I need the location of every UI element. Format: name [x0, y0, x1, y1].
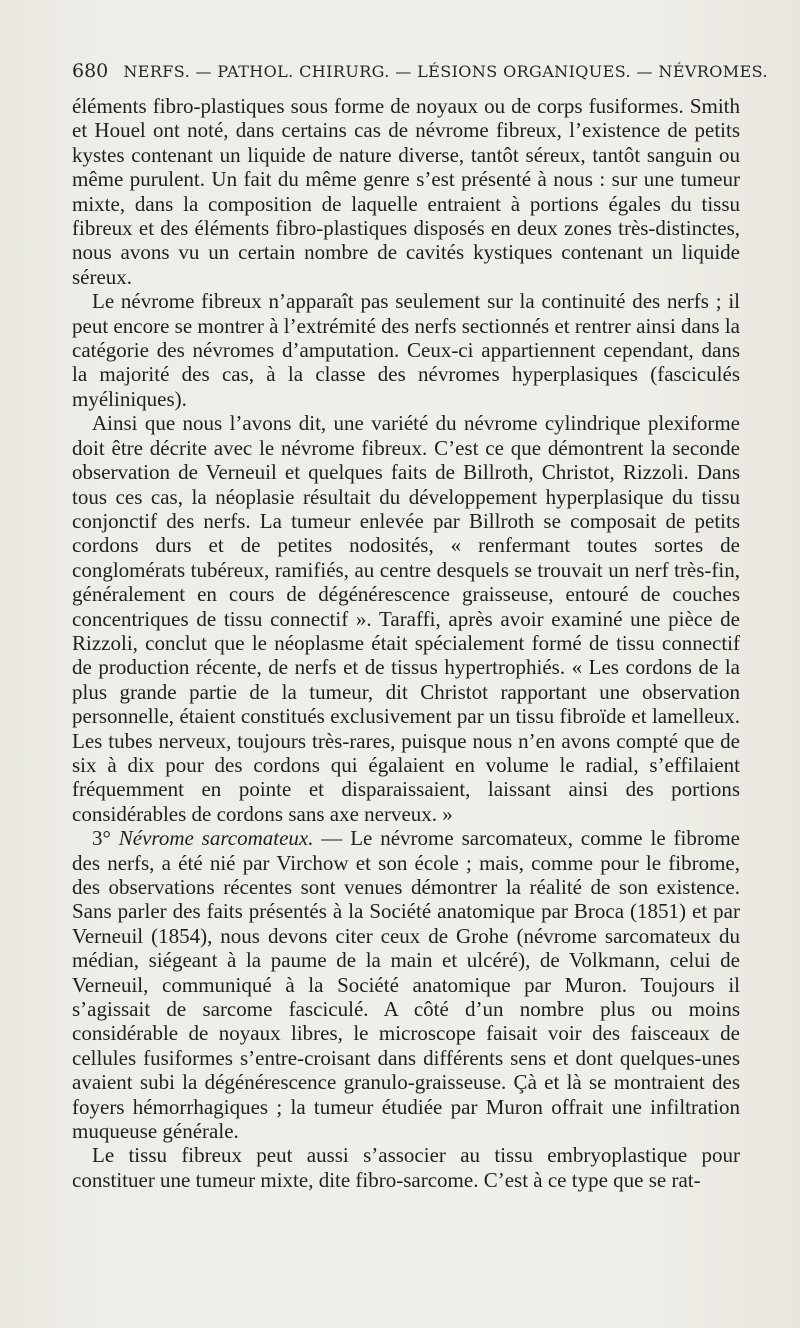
section-heading: Névrome sarcomateux. [118, 826, 314, 851]
paragraph-fibro-sarcoma: Le tissu fibreux peut aussi s’associer au tissu embryoplastique pour constituer une tumeur mixte, dite fibro-sarcome. C’est à ce type que se rat- [72, 1143, 740, 1192]
section-body: — Le névrome sarcomateux, comme le fibrome des nerfs, a été nié par Virchow et son école ; mais, comme pour le fibrome, des observations récentes sont venues démontrer la réalité de son existence. Sans parler des faits présentés à la Société anatomique par Broca (1851) et par Verneuil (1854), nous devons citer ceux de Grohe (névrome sarcomateux du médian, siégeant à la paume de la main et ulcéré), de Volkmann, celui de Verneuil, communiqué à la Société anatomique par Muron. Toujours il s’agissait de sarcome fasciculé. A côté d’un nombre plus ou moins considérable de noyaux libres, le microscope faisait voir des faisceaux de cellules fusiformes s’entre-croisant dans différents sens et dont quelques-unes avaient subi la dégénérescence granulo-graisseuse. Çà et là se montraient des foyers hémorrhagiques ; la tumeur étudiée par Muron offrait une infiltration muqueuse générale. [72, 826, 740, 1144]
paragraph-amputation: Le névrome fibreux n’apparaît pas seulement sur la continuité des nerfs ; il peut encore se montrer à l’extrémité des nerfs sectionnés et rentrer ainsi dans la catégorie des névromes d’amputation. Ceux-ci appartiennent cependant, dans la majorité des cas, à la classe des névromes hyperplasiques (fasciculés myéliniques). [72, 289, 740, 411]
paragraph-continued: éléments fibro-plastiques sous forme de noyaux ou de corps fusiformes. Smith et Houel ont noté, dans certains cas de névrome fibreux, l’existence de petits kystes contenant un liquide de nature diverse, tantôt séreux, tantôt sanguin ou même purulent. Un fait du même genre s’est présenté à nous : sur une tumeur mixte, dans la composition de laquelle entraient à portions égales du tissu fibreux et des éléments fibro-plastiques disposés en deux zones très-distinctes, nous avons vu un certain nombre de cavités kystiques contenant un liquide séreux. [72, 94, 740, 289]
running-header [72, 60, 768, 84]
section-number: 3° [92, 826, 111, 851]
paragraph-sarcomatous [72, 826, 740, 1143]
page-number: 680 [72, 60, 109, 82]
running-title: NERFS. — PATHOL. CHIRURG. — LÉSIONS ORGANIQUES. — NÉVROMES. [123, 62, 768, 81]
paragraph-plexiform: Ainsi que nous l’avons dit, une variété du névrome cylindrique plexiforme doit être décrite avec le névrome fibreux. C’est ce que démontrent la seconde observation de Verneuil et quelques faits de Billroth, Christot, Rizzoli. Dans tous ces cas, la néoplasie résultait du développement hyperplasique du tissu conjonctif des nerfs. La tumeur enlevée par Billroth se composait de petits cordons durs et de petites nodosités, « renfermant toutes sortes de conglomérats tubéreux, ramifiés, au centre desquels se trouvait un nerf très-fin, généralement en cours de dégénérescence graisseuse, entouré de couches concentriques de tissu connectif ». Taraffi, après avoir examiné une pièce de Rizzoli, conclut que le néoplasme était spécialement formé de tissu connectif de production récente, de nerfs et de tissus hypertrophiés. « Les cordons de la plus grande partie de la tumeur, dit Christot rapportant une observation personnelle, étaient constitués exclusivement par un tissu fibroïde et lamelleux. Les tubes nerveux, toujours très-rares, puisque nous n’en avons compté que de six à dix pour des cordons qui égalaient en volume le radial, s’effilaient fréquemment en pointe et disparaissaient, laissant ainsi des portions considérables de cordons sans axe nerveux. » [72, 411, 740, 826]
body-text [72, 94, 740, 1192]
